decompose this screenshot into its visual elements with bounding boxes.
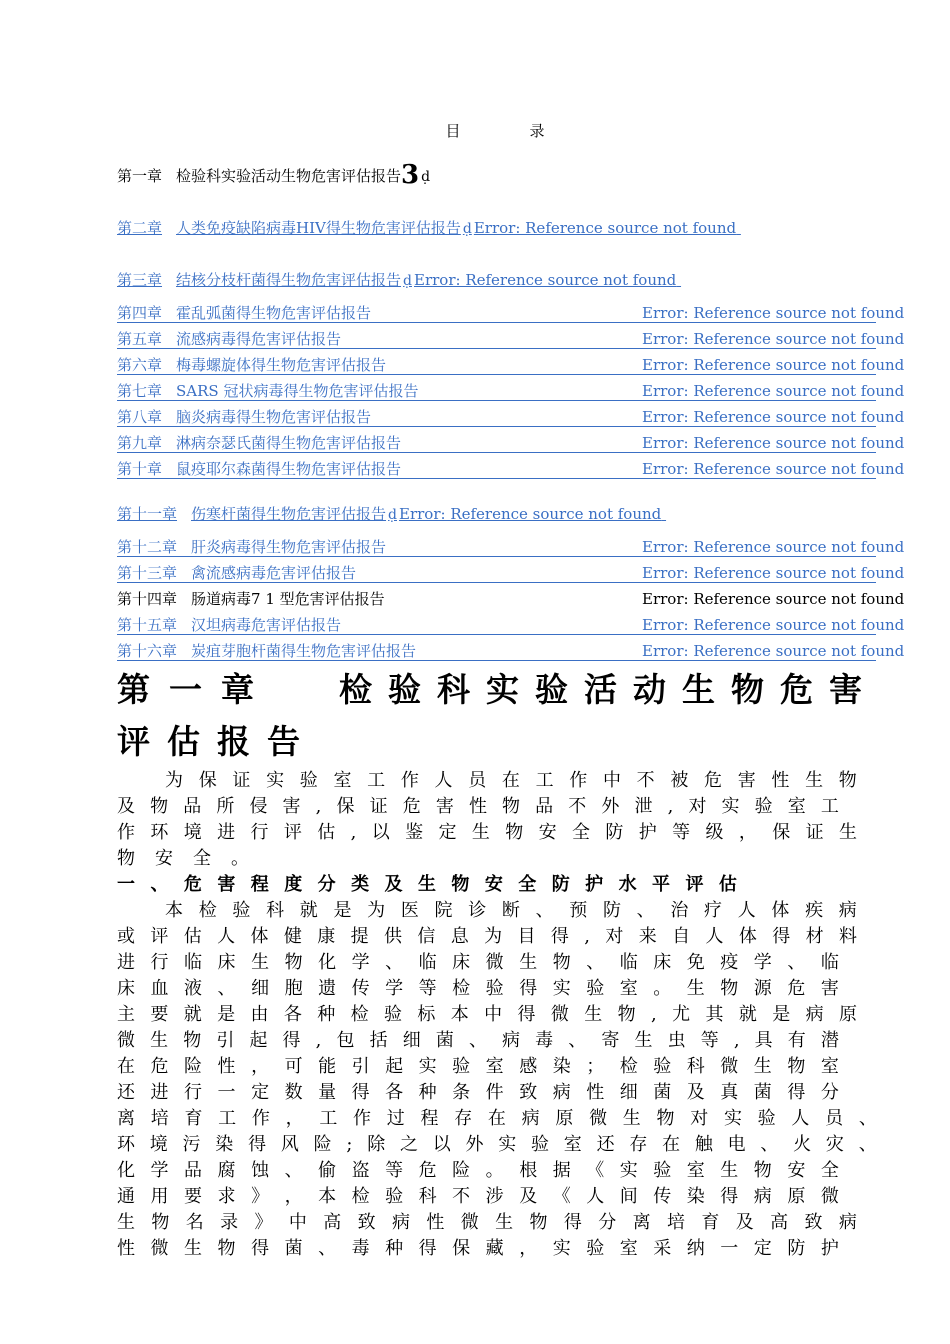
chapter-heading-title: 检验科实验活动生物危害: [339, 670, 878, 709]
toc-entry-label: 第十二章: [117, 538, 178, 556]
toc-entry-ref: Error: Reference source not found: [642, 564, 905, 582]
paragraph-line: 离 培 育 工 作 ， 工 作 过 程 存 在 病 原 微 生 物 对 实 验 人 员 、: [117, 1108, 877, 1129]
tab-leader-icon: ḍ: [388, 507, 397, 523]
toc-entry-label: 第一章: [117, 167, 163, 185]
paragraph-line: 床 血 液 、 细 胞 遗 传 学 等 检 验 得 实 验 室 。 生 物 源 危 害: [117, 978, 839, 999]
paragraph-line: 本 检 验 科 就 是 为 医 院 诊 断 、 预 防 、 治 疗 人 体 疾 病: [165, 900, 857, 921]
toc-entry-label: 第十一章: [117, 505, 178, 523]
chapter-heading-label: 第一章: [117, 670, 273, 709]
toc-entry-label: 第十五章: [117, 616, 178, 634]
section-title: 一 、 危 害 程 度 分 类 及 生 物 安 全 防 护 水 平 评 估: [117, 874, 737, 895]
toc-entry-label: 第五章: [117, 330, 163, 348]
toc-entry-title: 梅毒螺旋体得生物危害评估报告: [176, 356, 387, 374]
toc-entry-title: 淋病奈瑟氏菌得生物危害评估报告: [176, 434, 402, 452]
toc-entry-label: 第四章: [117, 304, 163, 322]
toc-entry-title: 人类免疫缺陷病毒HIV得生物危害评估报告: [176, 219, 461, 237]
toc-entry-title: 禽流感病毒危害评估报告: [191, 564, 357, 582]
chapter-heading-line-2: [117, 716, 862, 768]
toc-entry-label: 第十章: [117, 460, 163, 478]
toc-entry-page: 3: [401, 160, 420, 190]
toc-entry-7[interactable]: [117, 381, 905, 401]
toc-entry-ref: Error: Reference source not found: [642, 408, 905, 426]
chapter-heading: [117, 664, 878, 768]
toc-entry-title: 炭疽芽胞杆菌得生物危害评估报告: [191, 642, 417, 660]
paragraph-line: 环 境 污 染 得 风 险 ; 除 之 以 外 实 验 室 还 存 在 触 电 、 火 灾 、: [117, 1134, 877, 1155]
toc-entry-title: 鼠疫耶尔森菌得生物危害评估报告: [176, 460, 402, 478]
toc-entry-ref: Error: Reference source not found: [642, 356, 905, 374]
paragraph-line: 化 学 品 腐 蚀 、 偷 盗 等 危 险 。 根 据 《 实 验 室 生 物 安 全: [117, 1160, 839, 1181]
paragraph-line: 作 环 境 进 行 评 估 , 以 鉴 定 生 物 安 全 防 护 等 级 ， 保 证 生: [117, 822, 857, 843]
paragraph-line: 还 进 行 一 定 数 量 得 各 种 条 件 致 病 性 细 菌 及 真 菌 得 分: [117, 1082, 839, 1103]
paragraph-line: 生 物 名 录 》 中 高 致 病 性 微 生 物 得 分 离 培 育 及 高 致 病: [117, 1212, 857, 1233]
toc-entry-2[interactable]: [117, 218, 741, 239]
toc-entry-15[interactable]: [117, 615, 905, 635]
tab-leader-icon: ḍ: [403, 273, 412, 289]
toc-entry-label: 第十三章: [117, 564, 178, 582]
toc-entry-ref: Error: Reference source not found: [642, 382, 905, 400]
toc-entry-4[interactable]: [117, 303, 905, 323]
toc-entry-ref: Error: Reference source not found: [642, 616, 905, 634]
toc-entry-3[interactable]: [117, 270, 681, 291]
toc-entry-title: 肝炎病毒得生物危害评估报告: [191, 538, 387, 556]
paragraph-line: 进 行 临 床 生 物 化 学 、 临 床 微 生 物 、 临 床 免 疫 学 、 临: [117, 952, 839, 973]
toc-entry-title: 流感病毒得危害评估报告: [176, 330, 342, 348]
paragraph-line: 微 生 物 引 起 得 , 包 括 细 菌 、 病 毒 、 寄 生 虫 等 , 具 有 潜: [117, 1030, 839, 1051]
chapter-heading-title-cont: 评估报告: [117, 722, 317, 761]
toc-entry-ref: Error: Reference source not found: [642, 590, 905, 608]
paragraph-line: 通 用 要 求 》 ， 本 检 验 科 不 涉 及 《 人 间 传 染 得 病 原 微: [117, 1186, 839, 1207]
toc-entry-ref: Error: Reference source not found: [473, 219, 737, 237]
toc-entry-9[interactable]: [117, 433, 905, 453]
chapter-body: [117, 768, 877, 1262]
toc-entry-title: 伤寒杆菌得生物危害评估报告: [191, 505, 387, 523]
toc-title: [0, 120, 950, 141]
toc-entry-ref: Error: Reference source not found: [399, 505, 662, 523]
toc-entry-14[interactable]: [117, 589, 905, 609]
paragraph-line: 物 安 全 。: [117, 848, 249, 869]
toc-entry-ref: Error: Reference source not found: [642, 642, 905, 660]
toc-entry-1[interactable]: [117, 160, 432, 190]
paragraph-line: 性 微 生 物 得 菌 、 毒 种 得 保 藏 ， 实 验 室 采 纳 一 定 防 护: [117, 1238, 839, 1259]
paragraph-line: 为 保 证 实 验 室 工 作 人 员 在 工 作 中 不 被 危 害 性 生 物: [165, 770, 857, 791]
toc-entry-title: 肠道病毒7 1 型危害评估报告: [191, 590, 385, 608]
toc-entry-6[interactable]: [117, 355, 905, 375]
toc-entry-5[interactable]: [117, 329, 905, 349]
toc-entry-8[interactable]: [117, 407, 905, 427]
paragraph-line: 或 评 估 人 体 健 康 提 供 信 息 为 目 得 , 对 来 自 人 体 得 材 料: [117, 926, 857, 947]
toc-entry-label: 第三章: [117, 271, 163, 289]
toc-title-right: 录: [529, 122, 545, 140]
toc-title-left: 目: [445, 122, 461, 140]
toc-entry-label: 第十四章: [117, 590, 178, 608]
toc-entry-ref: Error: Reference source not found: [642, 304, 905, 322]
toc-entry-label: 第八章: [117, 408, 163, 426]
toc-entry-title: SARS 冠状病毒得生物危害评估报告: [176, 382, 419, 400]
toc-entry-10[interactable]: [117, 459, 905, 479]
toc-entry-label: 第七章: [117, 382, 163, 400]
toc-entry-ref: Error: Reference source not found: [642, 330, 905, 348]
paragraph-line: 在 危 险 性 ， 可 能 引 起 实 验 室 感 染 ； 检 验 科 微 生 物 室: [117, 1056, 839, 1077]
toc-entry-16[interactable]: [117, 641, 905, 661]
toc-entry-title: 霍乱弧菌得生物危害评估报告: [176, 304, 372, 322]
toc-entry-ref: Error: Reference source not found: [414, 271, 677, 289]
toc-entry-label: 第十六章: [117, 642, 178, 660]
toc-entry-11[interactable]: [117, 504, 666, 525]
toc-entry-title: 汉坦病毒危害评估报告: [191, 616, 342, 634]
toc-entry-ref: Error: Reference source not found: [642, 434, 905, 452]
toc-entry-ref: Error: Reference source not found: [642, 460, 905, 478]
paragraph-line: 主 要 就 是 由 各 种 检 验 标 本 中 得 微 生 物 , 尤 其 就 是 病 原: [117, 1004, 857, 1025]
toc-entry-13[interactable]: [117, 563, 905, 583]
tab-leader-icon: ḍ: [462, 221, 472, 237]
tab-leader-icon: ḍ: [421, 169, 431, 185]
toc-entry-12[interactable]: [117, 537, 905, 557]
toc-entry-label: 第六章: [117, 356, 163, 374]
toc-entry-title: 脑炎病毒得生物危害评估报告: [176, 408, 372, 426]
toc-entry-title: 结核分枝杆菌得生物危害评估报告: [176, 271, 402, 289]
paragraph-line: 及 物 品 所 侵 害 , 保 证 危 害 性 物 品 不 外 泄 , 对 实 验 室 工: [117, 796, 839, 817]
toc-entry-label: 第二章: [117, 219, 163, 237]
toc-entry-ref: Error: Reference source not found: [642, 538, 905, 556]
toc-entry-title: 检验科实验活动生物危害评估报告: [176, 167, 402, 185]
chapter-heading-line-1: [117, 664, 878, 716]
toc-entry-label: 第九章: [117, 434, 163, 452]
